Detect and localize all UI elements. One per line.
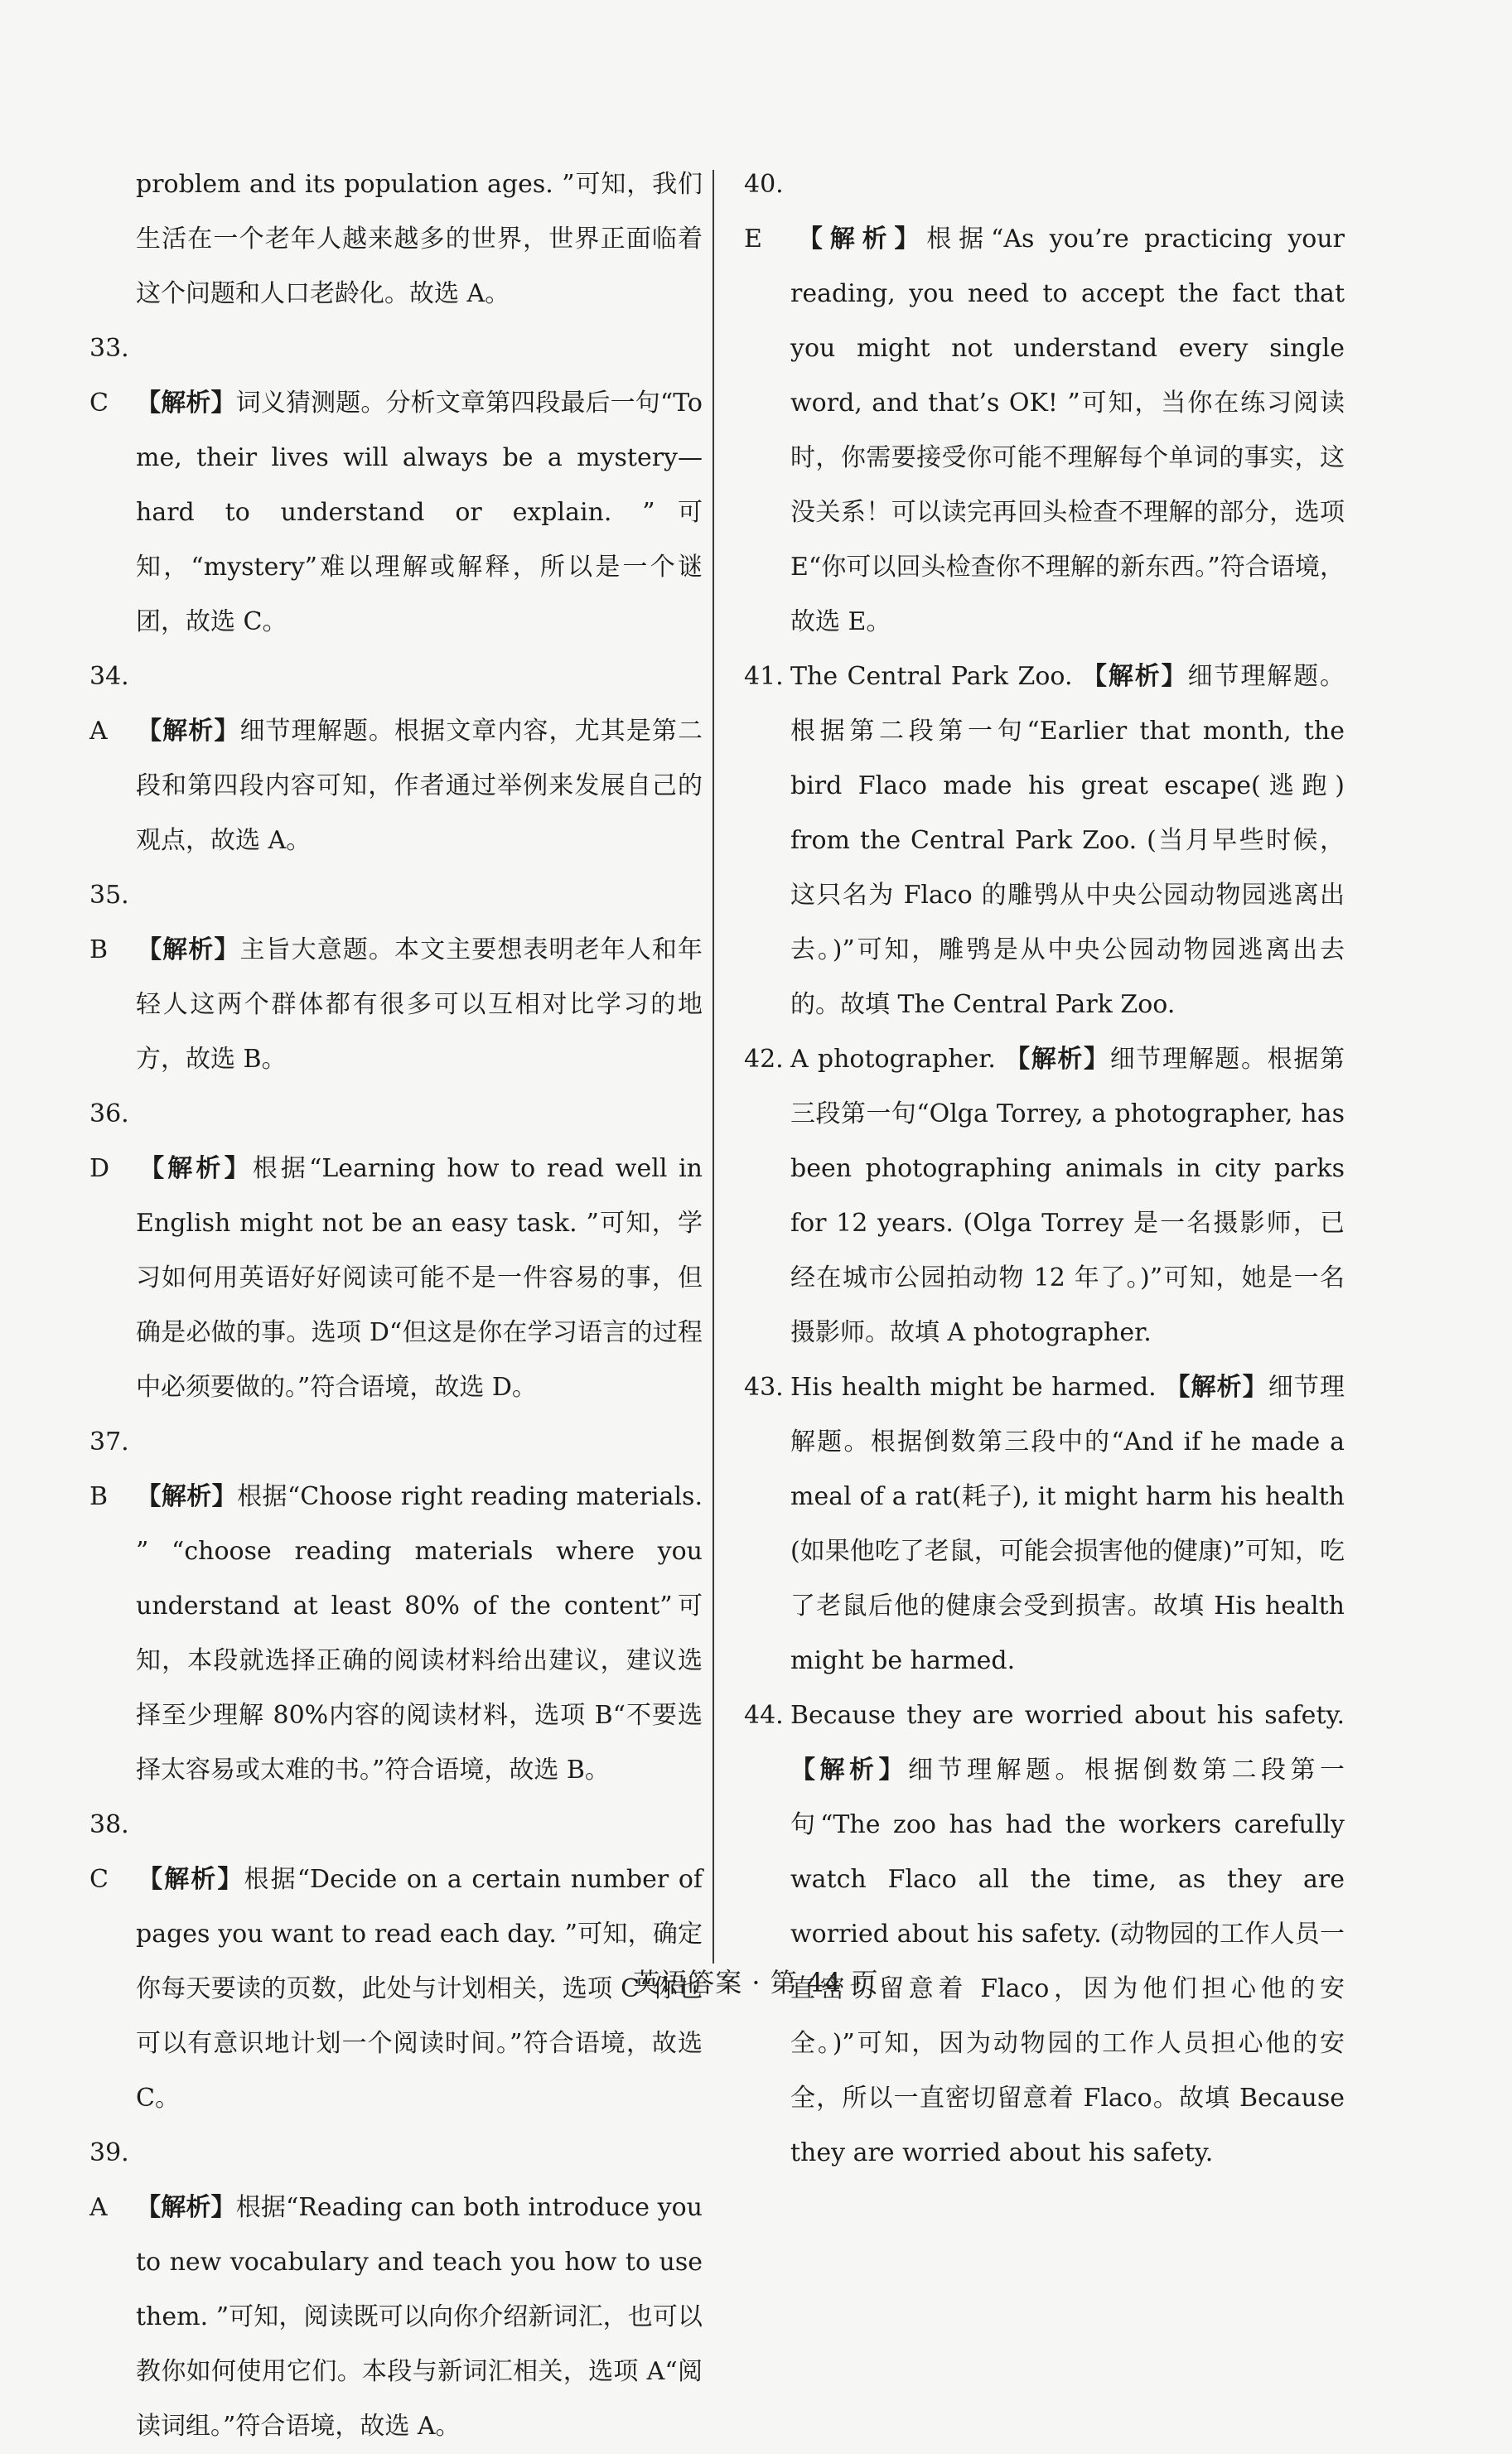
analysis-tag: 【解析】 [1081, 662, 1188, 691]
item-text: 根据“As you’re practicing your reading, you need to accept the fact that you might not understand every single word, and that’s OK! ”可知，当你在练习阅读时，你需要接受你可能不理解每个单词的事实，这没关系！可以读完再回头检查不理解的部分，选项 E“你可以回头检查你不理解的新东西。”符合语境，故选 E。 [790, 225, 1345, 636]
analysis-tag: 【解析】 [790, 1756, 908, 1785]
item-text: 细节理解题。根据倒数第三段中的“And if he made a meal of a rat(耗子), it might harm his health (如果他吃了老鼠，可能会损害他的健康)”可知，吃了老鼠后他的健康会受到损害。故填 His health might be harmed. [790, 1373, 1345, 1675]
item-text: 细节理解题。根据第二段第一句“Earlier that month, the bird Flaco made his great escape(逃跑) from the Central Park Zoo. (当月早些时候，这只名为 Flaco 的雕鸮从中央公园动物园逃离出去。)”可知，雕鸮是从中央公园动物园逃离出去的。故填 The Central Park Zoo. [790, 662, 1345, 1019]
answer-item-40 [744, 157, 1345, 650]
item-number: 41. [744, 662, 784, 691]
item-text: 根据“Decide on a certain number of pages you want to read each day. ”可知，确定你每天要读的页数，此处与计划相关，选项 C“你也可以有意识地计划一个阅读时间。”符合语境，故选 C。 [136, 1865, 703, 2113]
answer-item-42 [744, 1032, 1345, 1360]
left-column [89, 157, 703, 2454]
item-number: 44. [744, 1701, 784, 1730]
item-answer: A photographer. [790, 1045, 996, 1074]
item-text: 细节理解题。根据文章内容，尤其是第二段和第四段内容可知，作者通过举例来发展自己的观点，故选 A。 [136, 717, 703, 855]
answer-item-37 [89, 1415, 703, 1798]
item-number: 43. [744, 1373, 784, 1402]
item-answer: Because they are worried about his safety. [790, 1701, 1345, 1730]
item-text: 根据“Choose right reading materials. ” “choose reading materials where you understand at least 80% of the content”可知，本段就选择正确的阅读材料给出建议，建议选择至少理解 80%内容的阅读材料，选项 B“不要选择太容易或太难的书。”符合语境，故选 B。 [136, 1482, 703, 1785]
item-number: 36. D [89, 1099, 129, 1183]
analysis-tag: 【解析】 [136, 1482, 238, 1511]
analysis-tag: 【解析】 [1005, 1045, 1110, 1074]
analysis-tag: 【解析】 [790, 225, 927, 254]
page-footer: 英语答案 · 第 44 页 [633, 1967, 879, 1998]
item-number: 38. C [89, 1810, 129, 1894]
answer-item-43 [744, 1360, 1345, 1688]
answer-item-36 [89, 1087, 703, 1415]
item-number: 40. E [744, 170, 784, 254]
column-divider [713, 170, 714, 1964]
item-text: 细节理解题。根据倒数第二段第一句“The zoo has had the workers carefully watch Flaco all the time, as they are worried about his safety. (动物园的工作人员一直密切留意着 Flaco，因为他们担心他的安全。)”可知，因为动物园的工作人员担心他的安全，所以一直密切留意着 Flaco。故填 Because they are worried about his safety. [790, 1756, 1345, 2167]
answer-item-41 [744, 650, 1345, 1032]
item-answer: His health might be harmed. [790, 1373, 1157, 1402]
item-answer: The Central Park Zoo. [790, 662, 1073, 691]
answer-item-35 [89, 868, 703, 1087]
answer-item-39 [89, 2126, 703, 2454]
analysis-tag: 【解析】 [136, 1154, 253, 1183]
item-number: 37. B [89, 1427, 129, 1511]
item-text: 细节理解题。根据第三段第一句“Olga Torrey, a photographer, has been photographing animals in city parks for 12 years. (Olga Torrey 是一名摄影师，已经在城市公园拍动物 12 年了。)”可知，她是一名摄影师。故填 A photographer. [790, 1045, 1345, 1347]
continuation-paragraph: problem and its population ages. ”可知，我们生活在一个老年人越来越多的世界，世界正面临着这个问题和人口老龄化。故选 A。 [136, 170, 703, 308]
right-column [744, 157, 1345, 2181]
item-number: 33. C [89, 334, 129, 418]
item-number: 34. A [89, 662, 129, 746]
analysis-tag: 【解析】 [136, 2193, 236, 2222]
item-number: 35. B [89, 881, 129, 964]
item-number: 42. [744, 1045, 784, 1074]
item-number: 39. A [89, 2138, 129, 2222]
item-text: 根据“Reading can both introduce you to new vocabulary and teach you how to use them. ”可知，阅读既可以向你介绍新词汇，也可以教你如何使用它们。本段与新词汇相关，选项 A“阅读词组。”符合语境，故选 A。 [136, 2193, 703, 2441]
answer-item-34 [89, 650, 703, 868]
item-text: 主旨大意题。本文主要想表明老年人和年轻人这两个群体都有很多可以互相对比学习的地方，故选 B。 [136, 935, 703, 1074]
analysis-tag: 【解析】 [136, 389, 236, 418]
analysis-tag: 【解析】 [136, 717, 240, 746]
answer-item-33 [89, 321, 703, 650]
item-text: 词义猜测题。分析文章第四段最后一句“To me, their lives will always be a mystery—hard to understand or explain. ”可知，“mystery”难以理解或解释，所以是一个谜团，故选 C。 [136, 389, 703, 636]
analysis-tag: 【解析】 [1165, 1373, 1268, 1402]
analysis-tag: 【解析】 [136, 1865, 244, 1894]
item-text: 根据“Learning how to read well in English might not be an easy task. ”可知，学习如何用英语好好阅读可能不是一件容易的事，但确是必做的事。选项 D“但这是你在学习语言的过程中必须要做的。”符合语境，故选 D。 [136, 1154, 703, 1402]
analysis-tag: 【解析】 [136, 935, 240, 964]
answer-item-44 [744, 1688, 1345, 2181]
